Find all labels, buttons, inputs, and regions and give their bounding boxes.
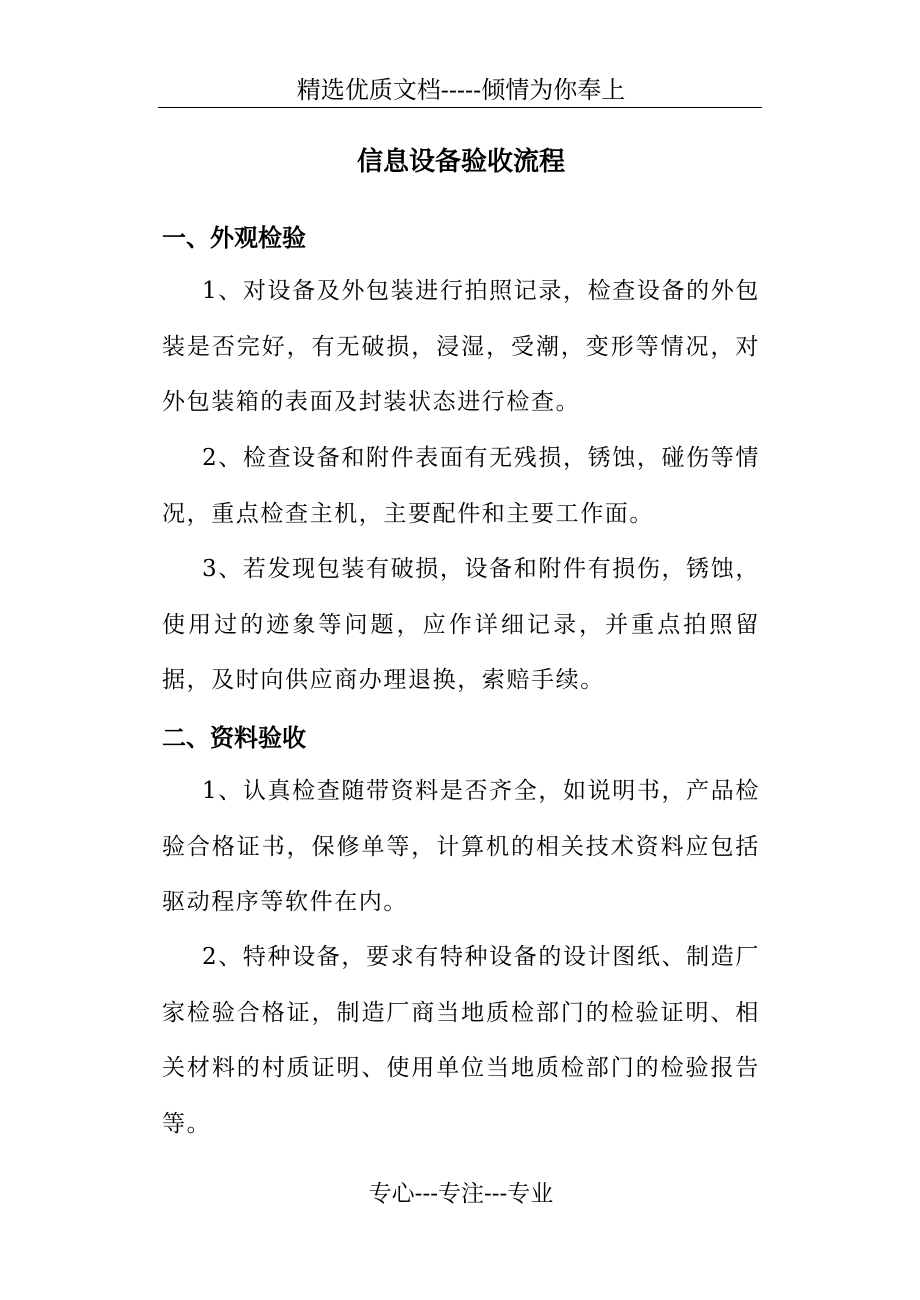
paragraph-documents-2: 2、特种设备，要求有特种设备的设计图纸、制造厂家检验合格证，制造厂商当地质检部门的检验证明、相关材料的村质证明、使用单位当地质检部门的检验报告等。 bbox=[162, 944, 760, 1137]
page-header: 精选优质文档-----倾情为你奉上 bbox=[296, 76, 626, 104]
section-heading-appearance: 一、外观检验 bbox=[162, 223, 306, 252]
paragraph-appearance-1: 1、对设备及外包装进行拍照记录，检查设备的外包装是否完好，有无破损，浸湿，受潮，变形等情况，对外包装箱的表面及封装状态进行检查。 bbox=[162, 278, 760, 415]
paragraph-documents-1: 1、认真检查随带资料是否齐全，如说明书，产品检验合格证书，保修单等，计算机的相关技术资料应包括驱动程序等软件在内。 bbox=[162, 778, 760, 915]
document-title: 信息设备验收流程 bbox=[356, 147, 565, 177]
paragraph-appearance-2: 2、检查设备和附件表面有无残损，锈蚀，碰伤等情况，重点检查主机，主要配件和主要工作面。 bbox=[162, 445, 760, 527]
section-heading-documents: 二、资料验收 bbox=[162, 723, 306, 752]
header-divider bbox=[158, 107, 762, 108]
paragraph-appearance-3: 3、若发现包装有破损，设备和附件有损伤，锈蚀，使用过的迹象等问题，应作详细记录，并重点拍照留据，及时向供应商办理退换，索赔手续。 bbox=[162, 556, 760, 693]
page-footer: 专心---专注---专业 bbox=[368, 1181, 554, 1207]
